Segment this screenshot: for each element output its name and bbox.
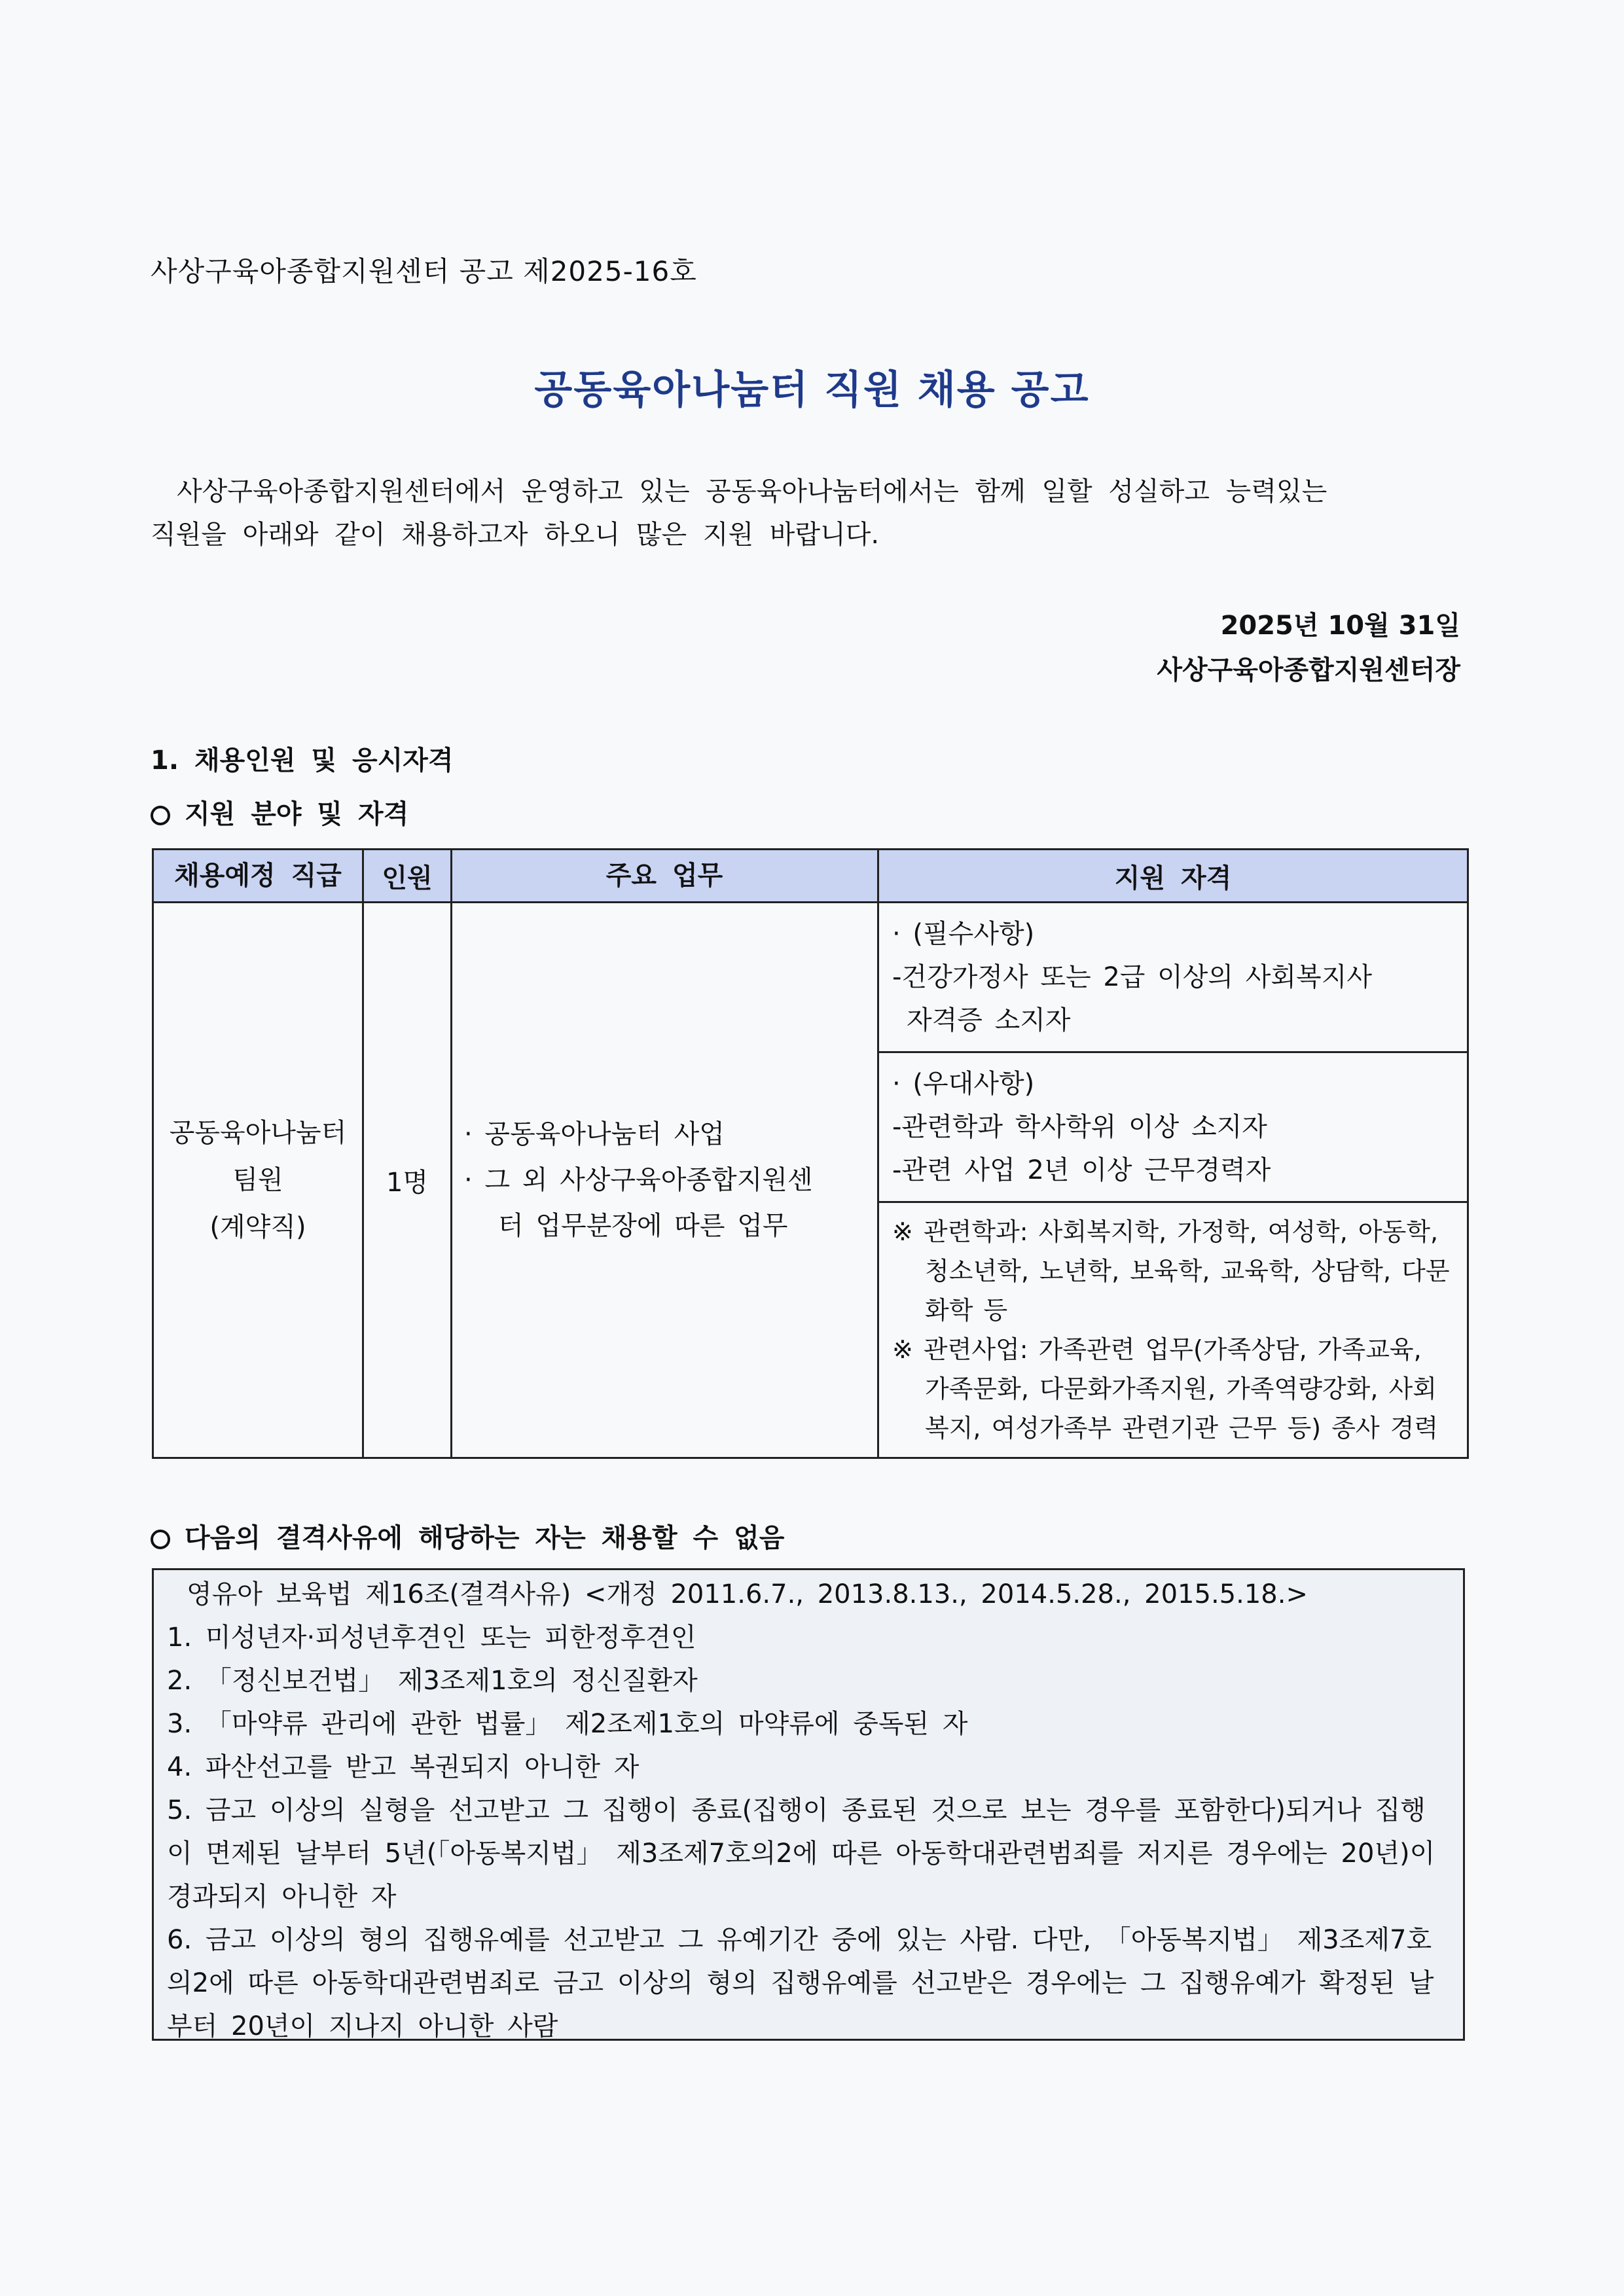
header-qualifications: 지원 자격 [878,850,1468,903]
issuer-name: 사상구육아종합지원센터장 [1157,655,1460,685]
page-title: 공동육아나눔터 직원 채용 공고 [534,367,1090,413]
qualification-notes-cell [878,1202,1468,1458]
disqualification-item: 1. 미성년자·피성년후견인 또는 피한정후견인 [167,1623,696,1653]
position-cell [153,903,363,1458]
header-position: 채용예정 직급 [153,850,363,903]
disqualification-item: 5. 금고 이상의 실형을 선고받고 그 집행이 종료(집행이 종료된 것으로 보는 경우를 포함한다)되거나 집행이 면제된 날부터 5년(「아동복지법」 제3조제7호의2에 따른 아동학대관련범죄를 저지른 경우에는 20년)이 경과되지 아니한 자 [167,1795,1435,1912]
intro-line-1: 사상구육아종합지원센터에서 운영하고 있는 공동육아나눔터에서는 함께 일할 성실하고 능력있는 [177,476,1327,507]
duty-item: · 그 외 사상구육아종합지원센 [464,1165,813,1195]
required-qualifications-cell [878,903,1468,1052]
preferred-line: -관련 사업 2년 이상 근무경력자 [892,1155,1271,1185]
duty-item: · 공동육아나눔터 사업 [464,1119,725,1149]
preferred-heading: · (우대사항) [892,1069,1035,1099]
preferred-qualifications-cell [878,1052,1468,1202]
related-work-note: ※ 관련사업: 가족관련 업무(가족상담, 가족교육, 가족문화, 다문화가족지원, 가족역량강화, 사회복지, 여성가족부 관련기관 근무 등) 종사 경력 [892,1335,1439,1443]
recruitment-table [152,848,1469,1452]
intro-line-2: 직원을 아래와 같이 채용하고자 하오니 많은 지원 바랍니다. [151,520,880,550]
date-signature-block [1157,603,1460,692]
circle-bullet-icon [151,1530,170,1549]
disqualification-item: 2. 「정신보건법」 제3조제1호의 정신질환자 [167,1666,698,1696]
header-duties: 주요 업무 [452,850,878,903]
notice-number: 사상구육아종합지원센터 공고 제2025-16호 [151,255,697,287]
related-majors-note: ※ 관련학과: 사회복지학, 가정학, 여성학, 아동학, 청소년학, 노년학, 보육학, 교육학, 상담학, 다문화학 등 [892,1217,1450,1325]
notice-date: 2025년 10월 31일 [1220,611,1460,641]
subheading-disqualification [151,1517,784,1554]
subheading-disqualification-text: 다음의 결격사유에 해당하는 자는 채용할 수 없음 [185,1523,785,1553]
required-line: 자격증 소지자 [907,1005,1071,1035]
subheading-positions [151,793,408,831]
position-contract-type: (계약직) [209,1212,306,1242]
required-heading: · (필수사항) [892,919,1035,949]
preferred-line: -관련학과 학사학위 이상 소지자 [892,1112,1267,1142]
table-header-row [153,850,1468,903]
disqualification-item: 3. 「마약류 관리에 관한 법률」 제2조제1호의 마약류에 중독된 자 [167,1709,968,1739]
circle-bullet-icon [151,806,170,825]
required-line: -건강가정사 또는 2급 이상의 사회복지사 [892,962,1372,992]
intro-paragraph [151,470,1473,556]
disqualification-item: 4. 파산선고를 받고 복권되지 아니한 자 [167,1752,640,1782]
disqualification-item: 6. 금고 이상의 형의 집행유예를 선고받고 그 유예기간 중에 있는 사람. 다만, 「아동복지법」 제3조제7호의2에 따른 아동학대관련범죄로 금고 이상의 형의 집행유예를 선고받은 경우에는 그 집행유예가 확정된 날부터 20년이 지나지 아니한 사람 [167,1925,1434,2041]
duties-cell [452,903,878,1458]
subheading-positions-text: 지원 분야 및 자격 [185,799,409,829]
table-row [153,903,1468,1052]
header-count: 인원 [363,850,452,903]
law-reference: 영유아 보육법 제16조(결격사유) <개정 2011.6.7., 2013.8.13., 2014.5.28., 2015.5.18.> [187,1579,1308,1609]
position-name: 공동육아나눔터 [169,1118,347,1148]
duty-item-continuation: 터 업무분장에 따른 업무 [498,1211,788,1241]
disqualification-box [152,1568,1465,2041]
section-heading-recruitment: 1. 채용인원 및 응시자격 [151,745,454,776]
position-rank: 팀원 [232,1165,283,1195]
headcount-cell: 1명 [363,903,452,1458]
